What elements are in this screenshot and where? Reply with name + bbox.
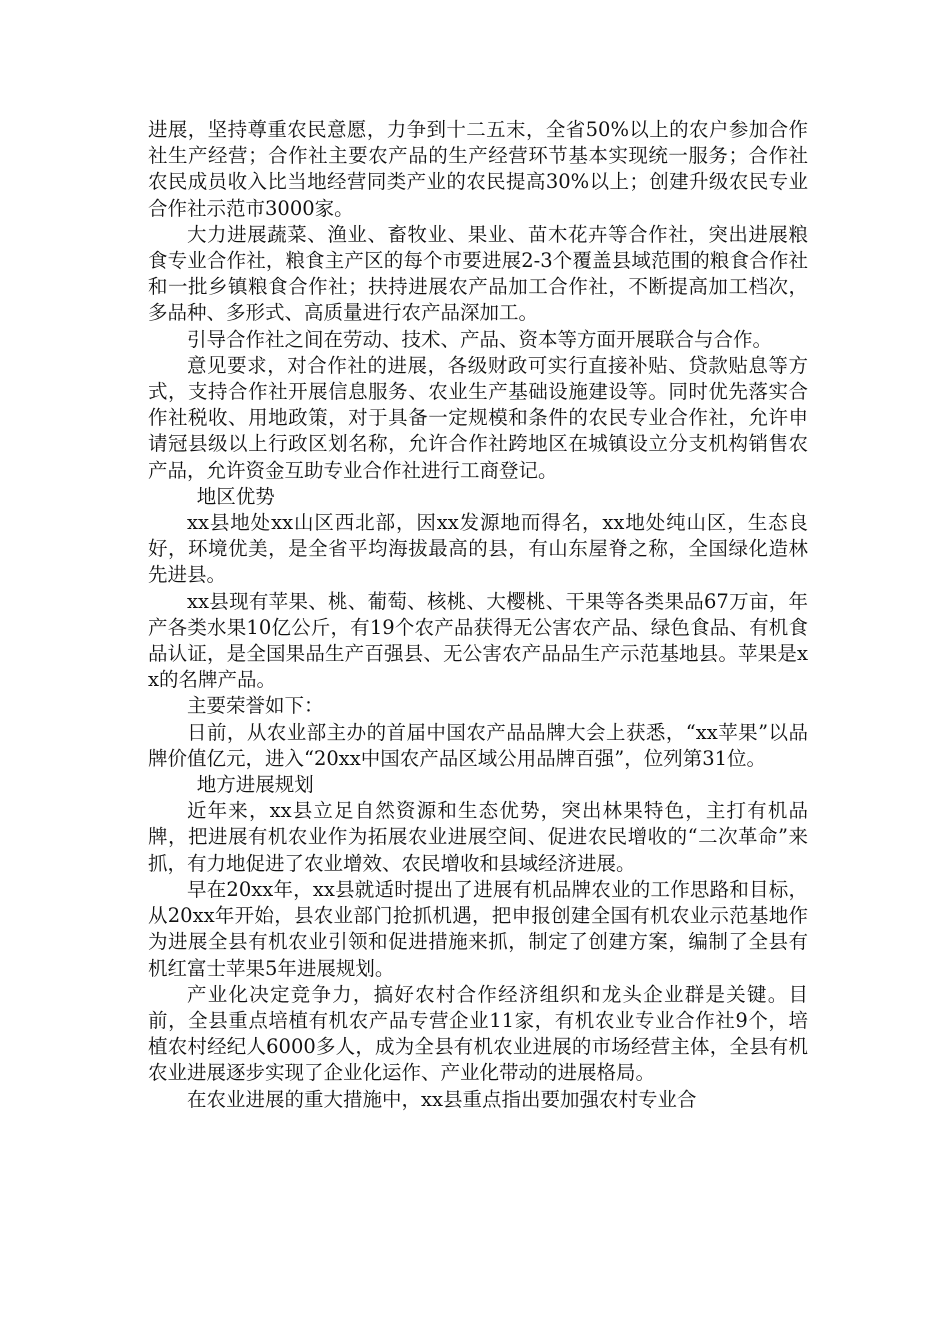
paragraph-opinion-requirements: 意见要求，对合作社的进展，各级财政可实行直接补贴、贷款贴息等方式，支持合作社开展信息服务、农业生产基础设施建设等。同时优先落实合作社税收、用地政策，对于具备一定规模和条件的农民专业合作社，允许申请冠县级以上行政区划名称，允许合作社跨地区在城镇设立分支机构销售农产品，允许资金互助专业合作社进行工商登记。 [148,353,808,482]
paragraph-early-planning: 早在20xx年，xx县就适时提出了进展有机品牌农业的工作思路和目标，从20xx年开始，县农业部门抢抓机遇，把申报创建全国有机农业示范基地作为进展全县有机农业引领和促进措施来抓，制定了创建方案，编制了全县有机红富士苹果5年进展规划。 [148,877,808,980]
paragraph-fruit-production: xx县现有苹果、桃、葡萄、核桃、大樱桃、干果等各类果品67万亩，年产各类水果10亿公斤，有19个农产品获得无公害农产品、绿色食品、有机食品认证，是全国果品生产百强县、无公害农产品品生产示范基地县。苹果是xx的名牌产品。 [148,589,808,692]
paragraph-cooperative-goals: 进展，坚持尊重农民意愿，力争到十二五末，全省50%以上的农户参加合作社生产经营；合作社主要农产品的生产经营环节基本实现统一服务；合作社农民成员收入比当地经营同类产业的农民提高30%以上；创建升级农民专业合作社示范市3000家。 [148,118,808,220]
paragraph-brand-ranking: 日前，从农业部主办的首届中国农产品品牌大会上获悉，“xx苹果”以品牌价值亿元，进入“20xx中国农产品区域公用品牌百强”，位列第31位。 [148,720,808,770]
paragraph-county-location: xx县地处xx山区西北部，因xx发源地而得名，xx地处纯山区，生态良好，环境优美，是全省平均海拔最高的县，有山东屋脊之称，全国绿化造林先进县。 [148,511,808,587]
paragraph-industrialization: 产业化决定竞争力，搞好农村合作经济组织和龙头企业群是关键。目前，全县重点培植有机农产品专营企业11家，有机农业专业合作社9个，培植农村经纪人6000多人，成为全县有机农业进展的市场经营主体，全县有机农业进展逐步实现了企业化运作、产业化带动的进展格局。 [148,982,808,1085]
paragraph-honors-intro: 主要荣誉如下： [187,694,324,718]
document-page [148,117,808,1113]
section-heading-regional-advantage: 地区优势 [196,484,275,508]
paragraph-develop-cooperatives: 大力进展蔬菜、渔业、畜牧业、果业、苗木花卉等合作社，突出进展粮食专业合作社，粮食主产区的每个市要进展2-3个覆盖县域范围的粮食合作社和一批乡镇粮食合作社；扶持进展农产品加工合作社，不断提高加工档次，多品种、多形式、高质量进行农产品深加工。 [148,222,808,325]
section-heading-development-plan: 地方进展规划 [196,773,314,797]
paragraph-guide-cooperation: 引导合作社之间在劳动、技术、产品、资本等方面开展联合与合作。 [187,327,773,351]
paragraph-major-measures: 在农业进展的重大措施中，xx县重点指出要加强农村专业合 [187,1087,697,1111]
paragraph-organic-agriculture: 近年来，xx县立足自然资源和生态优势，突出林果特色，主打有机品牌，把进展有机农业作为拓展农业进展空间、促进农民增收的“二次革命”来抓，有力地促进了农业增效、农民增收和县域经济进展。 [148,799,808,875]
